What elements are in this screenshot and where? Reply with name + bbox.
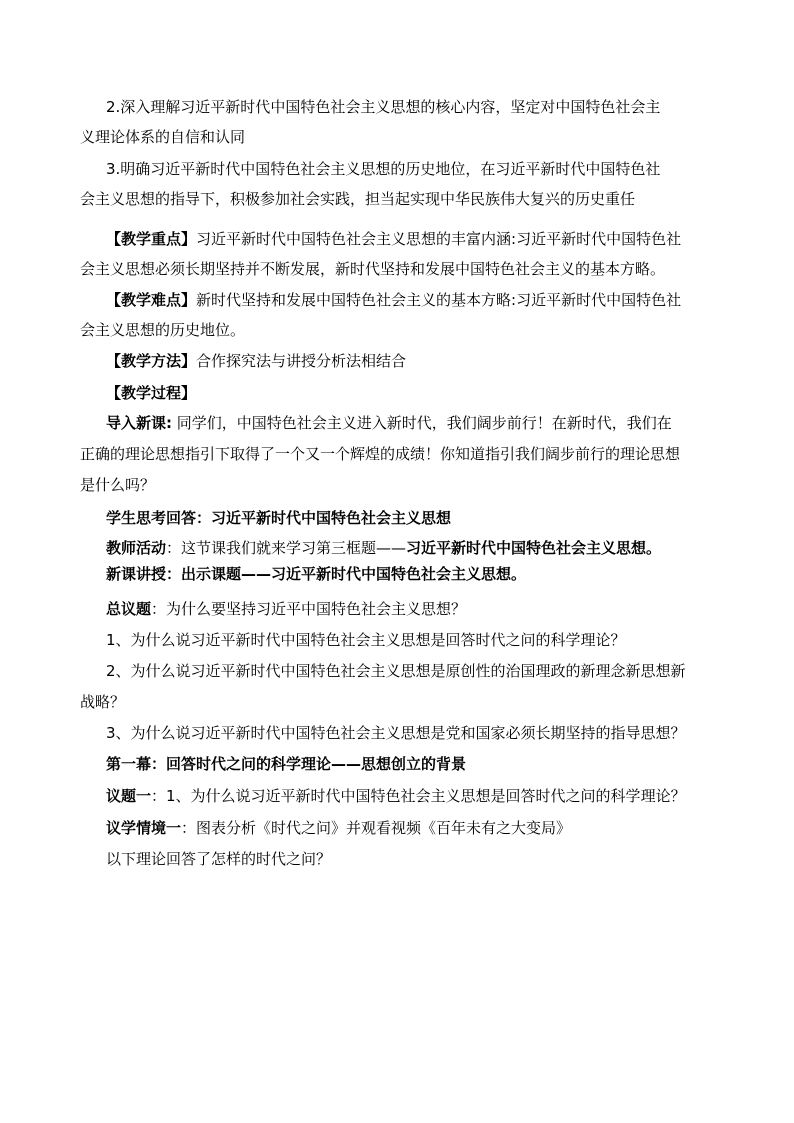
goal-2-line-2: 义理论体系的自信和认同 bbox=[80, 128, 246, 146]
teacher-activity-line bbox=[106, 538, 661, 558]
new-lesson-line: 新课讲授：出示课题——习近平新时代中国特色社会主义思想。 bbox=[106, 565, 527, 583]
question-1: 1、为什么说习近平新时代中国特色社会主义思想是回答时代之问的科学理论？ bbox=[106, 631, 626, 649]
student-answer: 学生思考回答：习近平新时代中国特色社会主义思想 bbox=[106, 509, 452, 527]
goal-2-line-1: 2.深入理解习近平新时代中国特色社会主义思想的核心内容，坚定对中国特色社会主 bbox=[106, 98, 661, 116]
intro-line-1 bbox=[106, 413, 672, 433]
difficulties-line-1 bbox=[106, 290, 681, 310]
difficulties-text: 新时代坚持和发展中国特色社会主义的基本方略:习近平新时代中国特色社 bbox=[196, 291, 682, 309]
question-2-line-2: 战略？ bbox=[80, 693, 126, 711]
methods-text: 合作探究法与讲授分析法相结合 bbox=[196, 352, 407, 370]
topic-1-line bbox=[106, 786, 686, 806]
difficulties-label: 【教学难点】 bbox=[106, 291, 197, 309]
intro-label: 导入新课: bbox=[106, 414, 172, 432]
goal-3-line-1: 3.明确习近平新时代中国特色社会主义思想的历史地位，在习近平新时代中国特色社 bbox=[106, 160, 661, 178]
difficulties-line-2: 会主义思想的历史地位。 bbox=[80, 321, 246, 339]
closing-question: 以下理论回答了怎样的时代之问？ bbox=[106, 850, 332, 868]
main-topic-label: 总议题 bbox=[106, 600, 152, 618]
key-points-line-1 bbox=[106, 229, 681, 249]
teacher-activity-text: ：这节课我们就来学习第三框题—— bbox=[166, 539, 407, 557]
intro-line-3: 是什么吗？ bbox=[80, 476, 156, 494]
teacher-activity-label: 教师活动 bbox=[106, 539, 167, 557]
topic-1-label: 议题一 bbox=[106, 787, 152, 805]
process-label: 【教学过程】 bbox=[106, 384, 197, 402]
key-points-label: 【教学重点】 bbox=[106, 230, 197, 248]
teacher-activity-bold: 习近平新时代中国特色社会主义思想。 bbox=[406, 539, 662, 557]
goal-3-line-2: 会主义思想的指导下，积极参加社会实践，担当起实现中华民族伟大复兴的历史重任 bbox=[80, 190, 636, 208]
question-2-line-1: 2、为什么说习近平新时代中国特色社会主义思想是原创性的治国理政的新理念新思想新 bbox=[106, 662, 686, 680]
key-points-line-2: 会主义思想必须长期坚持并不断发展，新时代坚持和发展中国特色社会主义的基本方略。 bbox=[80, 260, 666, 278]
key-points-text: 习近平新时代中国特色社会主义思想的丰富内涵:习近平新时代中国特色社 bbox=[196, 230, 682, 248]
topic-1-text: ：1、为什么说习近平新时代中国特色社会主义思想是回答时代之问的科学理论？ bbox=[151, 787, 686, 805]
scenario-1-text: ：图表分析《时代之问》并观看视频《百年未有之大变局》 bbox=[181, 819, 572, 837]
intro-text: 同学们，中国特色社会主义进入新时代，我们阔步前行！在新时代，我们在 bbox=[172, 414, 672, 432]
intro-line-2: 正确的理论思想指引下取得了一个又一个辉煌的成绩！你知道指引我们阔步前行的理论思想 bbox=[80, 445, 681, 463]
main-topic-line bbox=[106, 599, 466, 619]
question-3: 3、为什么说习近平新时代中国特色社会主义思想是党和国家必须长期坚持的指导思想？ bbox=[106, 724, 686, 742]
main-topic-text: ：为什么要坚持习近平中国特色社会主义思想？ bbox=[151, 600, 467, 618]
methods-line bbox=[106, 351, 406, 371]
methods-label: 【教学方法】 bbox=[106, 352, 197, 370]
scenario-1-label: 议学情境一 bbox=[106, 819, 182, 837]
act-1-title: 第一幕：回答时代之问的科学理论——思想创立的背景 bbox=[106, 755, 467, 773]
scenario-1-line bbox=[106, 818, 571, 838]
